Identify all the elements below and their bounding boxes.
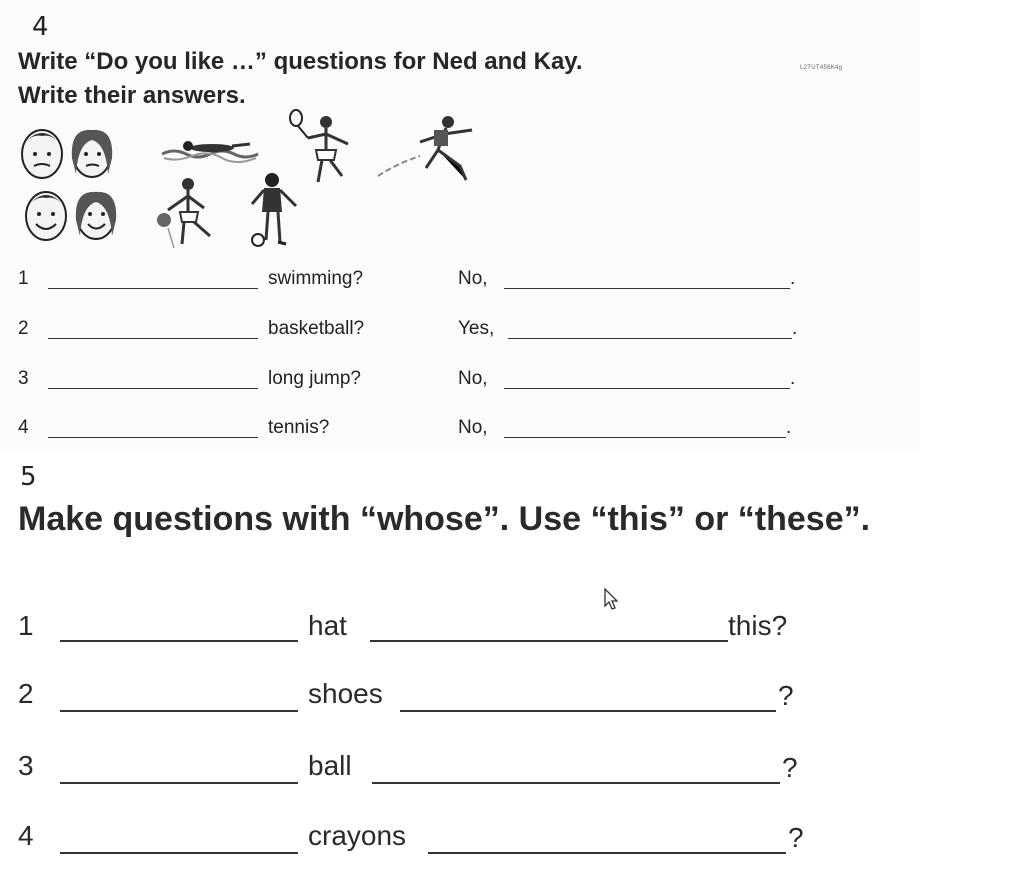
ex4-row-1-end: . (790, 268, 796, 289)
ex4-row-1-number: 1 (18, 268, 29, 289)
ex4-row-3-word: long jump? (268, 368, 361, 389)
exercise-4-number: 4 (32, 12, 49, 42)
ex4-row-3-answer-blank[interactable] (504, 388, 790, 389)
ex5-row-2-end: ? (778, 680, 794, 711)
exercise-5-instruction: Make questions with “whose”. Use “this” or “these”. (18, 500, 871, 538)
ex4-row-4-answer-blank[interactable] (504, 437, 786, 438)
ex5-row-4-number: 4 (18, 820, 34, 851)
ex5-row-3-word: ball (308, 750, 352, 781)
page-code: L2TUT456K4g (800, 65, 843, 71)
mouse-cursor-icon (604, 588, 620, 612)
ex4-row-3-answer: No, (458, 368, 488, 389)
ex5-row-3-answer-blank[interactable] (372, 782, 780, 784)
ex5-row-2-word: shoes (308, 678, 383, 709)
ex4-row-1-answer-blank[interactable] (504, 288, 790, 289)
ex4-row-3-number: 3 (18, 368, 29, 389)
ex5-row-1-end: this? (728, 610, 788, 641)
ex5-row-2-blank[interactable] (60, 710, 298, 712)
ex4-row-2-answer: Yes, (458, 318, 495, 339)
ex4-row-2-end: . (792, 318, 798, 339)
ex5-row-4-end: ? (788, 822, 804, 853)
ex4-row-2-word: basketball? (268, 318, 365, 339)
ex4-row-4-answer: No, (458, 417, 488, 438)
ex4-row-4-blank[interactable] (48, 437, 258, 438)
ex4-row-1-blank[interactable] (48, 288, 258, 289)
long-jump-icon (376, 112, 476, 184)
ex5-row-3-blank[interactable] (60, 782, 298, 784)
exercise-4-instruction-2: Write their answers. (18, 82, 246, 109)
ex4-row-4-end: . (786, 417, 792, 438)
ex5-row-1-number: 1 (18, 610, 34, 641)
ex5-row-1-word: hat (308, 610, 347, 641)
exercise-5-number: 5 (20, 462, 37, 492)
ex4-row-2-number: 2 (18, 318, 29, 339)
football-icon (242, 170, 302, 248)
ex5-row-1-blank[interactable] (60, 640, 298, 642)
ex5-row-3-end: ? (782, 752, 798, 783)
ex5-row-3-number: 3 (18, 750, 34, 781)
ex4-row-2-blank[interactable] (48, 338, 258, 339)
ex5-row-2-number: 2 (18, 678, 34, 709)
exercise-4-instruction: Write “Do you like …” questions for Ned and Kay. (18, 48, 583, 75)
ned-kay-faces-icon (16, 124, 116, 182)
ex4-row-4-word: tennis? (268, 417, 330, 438)
ned-kay-faces-smiling-icon (20, 186, 120, 244)
ex4-row-4-number: 4 (18, 417, 29, 438)
ex4-row-1-word: swimming? (268, 268, 364, 289)
swimming-icon (162, 136, 262, 166)
ex5-row-2-answer-blank[interactable] (400, 710, 776, 712)
ex5-row-4-blank[interactable] (60, 852, 298, 854)
ex5-row-1-answer-blank[interactable] (370, 640, 728, 642)
ex4-row-2-answer-blank[interactable] (508, 338, 792, 339)
basketball-icon (154, 174, 224, 250)
ex5-row-4-word: crayons (308, 820, 407, 851)
ex5-row-4-answer-blank[interactable] (428, 852, 786, 854)
ex4-row-3-blank[interactable] (48, 388, 258, 389)
ex4-row-3-end: . (790, 368, 796, 389)
ex4-row-1-answer: No, (458, 268, 488, 289)
